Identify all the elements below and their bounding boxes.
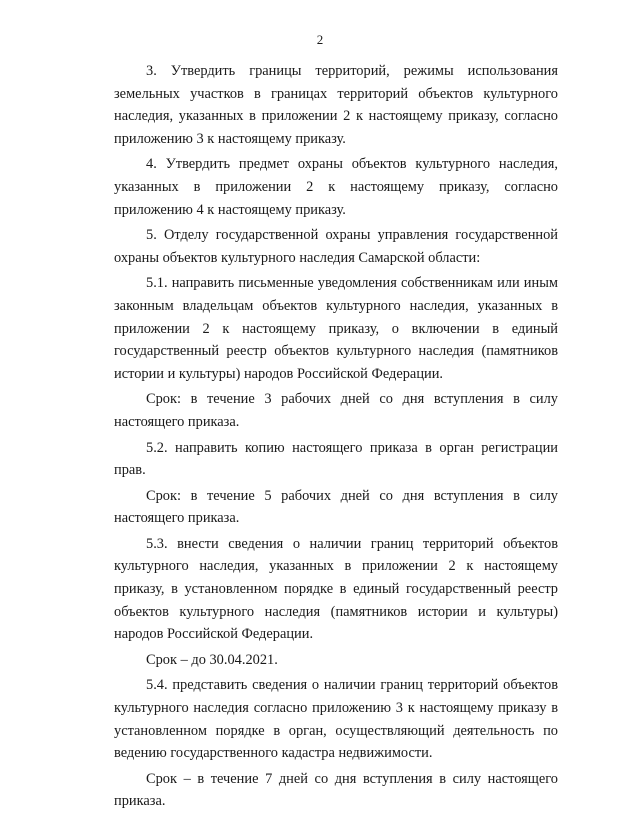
paragraph-item-5-3: 5.3. внести сведения о наличии границ территорий объектов культурного наследия, указанных в приложении 2 к настоящему приказу, в установленном порядке в единый государственный реестр объектов культурного наследия (памятников истории и культуры) народов Российской Федерации. bbox=[114, 535, 558, 643]
paragraph-item-5-1: 5.1. направить письменные уведомления собственникам или иным законным владельцам объектов культурного наследия, указанных в приложении 2 к настоящему приказу, о включении в единый государственный реестр объектов культурного наследия (памятников истории и культуры) народов Российской Федерации. bbox=[114, 275, 558, 382]
deadline-5-1: Срок: в течение 3 рабочих дней со дня вступления в силу настоящего приказа. bbox=[114, 391, 558, 430]
deadline-5-3: Срок – до 30.04.2021. bbox=[146, 651, 278, 668]
page-number: 2 bbox=[316, 32, 324, 47]
paragraph-item-3: 3. Утвердить границы территорий, режимы использования земельных участков в границах территорий объектов культурного наследия, указанных в приложении 2 к настоящему приказу, согласно приложению 3 к настоящему приказу. bbox=[114, 63, 558, 147]
paragraph-item-5-2: 5.2. направить копию настоящего приказа в орган регистрации прав. bbox=[114, 439, 558, 479]
document-body bbox=[114, 60, 558, 813]
deadline-5-4: Срок – в течение 7 дней со дня вступления в силу настоящего приказа. bbox=[114, 770, 558, 810]
deadline-5-2: Срок: в течение 5 рабочих дней со дня вступления в силу настоящего приказа. bbox=[114, 487, 558, 527]
paragraph-item-5: 5. Отделу государственной охраны управления государственной охраны объектов культурного наследия Самарской области: bbox=[114, 227, 558, 266]
paragraph-item-5-4: 5.4. представить сведения о наличии границ территорий объектов культурного наследия согласно приложению 3 к настоящему приказу в установленном порядке в орган, осуществляющий деятельность по ведению государственного кадастра недвижимости. bbox=[114, 677, 558, 762]
paragraph-item-4: 4. Утвердить предмет охраны объектов культурного наследия, указанных в приложении 2 к настоящему приказу, согласно приложению 4 к настоящему приказу. bbox=[114, 156, 558, 218]
